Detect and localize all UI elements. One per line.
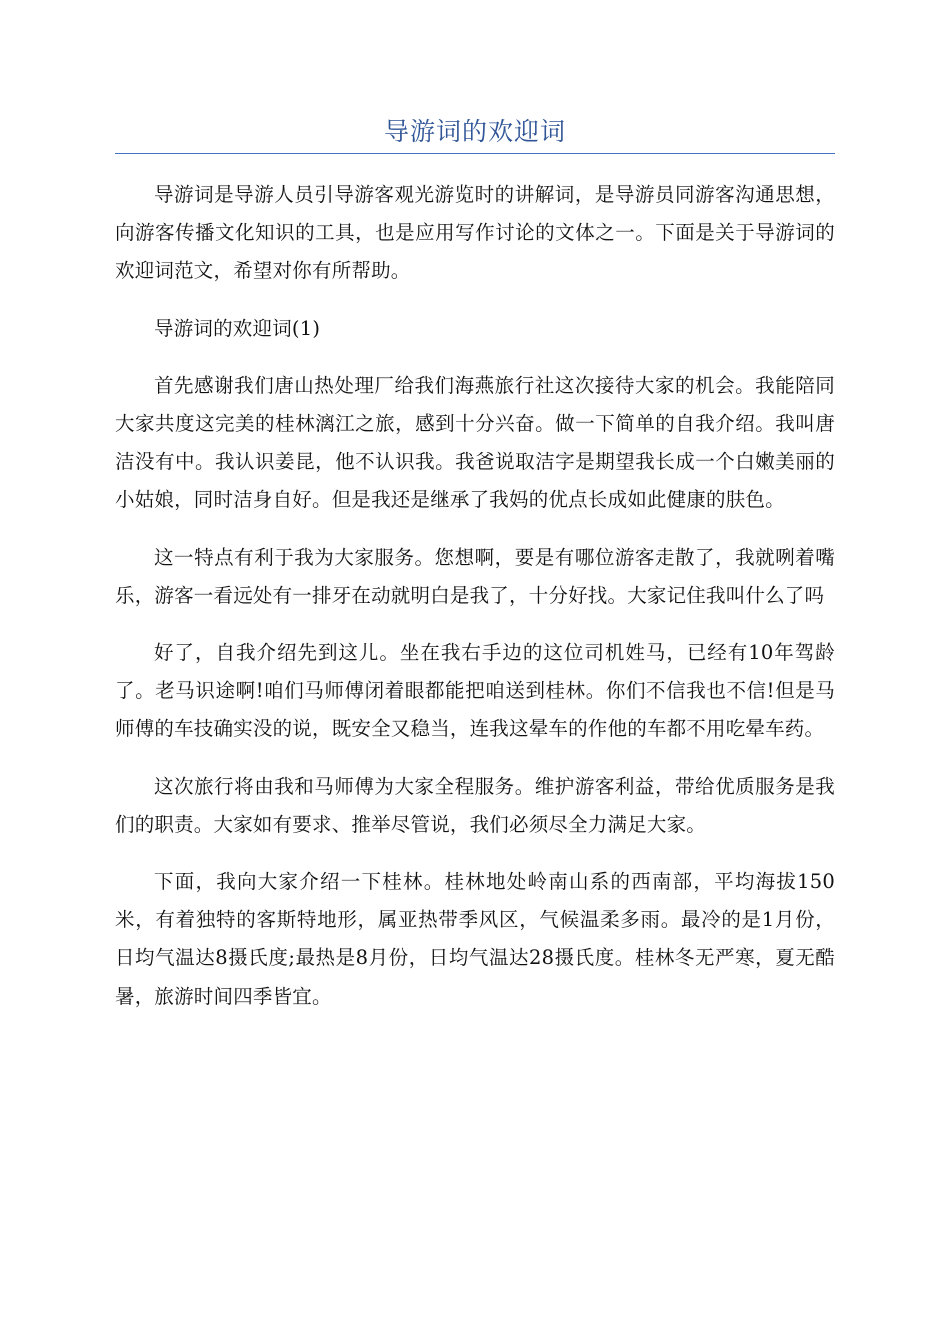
document-title: 导游词的欢迎词 <box>383 117 566 146</box>
intro-paragraph: 导游词是导游人员引导游客观光游览时的讲解词，是导游员同游客沟通思想，向游客传播文化知识的工具，也是应用写作讨论的文体之一。下面是关于导游词的欢迎词范文，希望对你有所帮助。 <box>115 183 835 283</box>
body-paragraph: 好了，自我介绍先到这儿。坐在我右手边的这位司机姓马，已经有10年驾龄了。老马识途啊!咱们马师傅闭着眼都能把咱送到桂林。你们不信我也不信!但是马师傅的车技确实没的说，既安全又稳当，连我这晕车的作他的车都不用吃晕车药。 <box>115 641 835 741</box>
body-paragraph: 这次旅行将由我和马师傅为大家全程服务。维护游客利益，带给优质服务是我们的职责。大家如有要求、推举尽管说，我们必须尽全力满足大家。 <box>115 774 835 836</box>
body-paragraph: 首先感谢我们唐山热处理厂给我们海燕旅行社这次接待大家的机会。我能陪同大家共度这完美的桂林漓江之旅，感到十分兴奋。做一下简单的自我介绍。我叫唐洁没有中。我认识姜昆，他不认识我。我爸说取洁字是期望我长成一个白嫩美丽的小姑娘，同时洁身自好。但是我还是继承了我妈的优点长成如此健康的肤色。 <box>115 373 835 512</box>
section-heading: 导游词的欢迎词(1) <box>154 316 321 340</box>
document-body <box>115 176 835 1035</box>
body-paragraph: 下面，我向大家介绍一下桂林。桂林地处岭南山系的西南部，平均海拔150米，有着独特的客斯特地形，属亚热带季风区，气候温柔多雨。最冷的是1月份，日均气温达8摄氏度;最热是8月份，日均气温达28摄氏度。桂林冬无严寒，夏无酷暑，旅游时间四季皆宜。 <box>115 870 835 1008</box>
title-underline <box>115 153 835 154</box>
body-paragraph: 这一特点有利于我为大家服务。您想啊，要是有哪位游客走散了，我就咧着嘴乐，游客一看远处有一排牙在动就明白是我了，十分好找。大家记住我叫什么了吗 <box>115 545 835 607</box>
